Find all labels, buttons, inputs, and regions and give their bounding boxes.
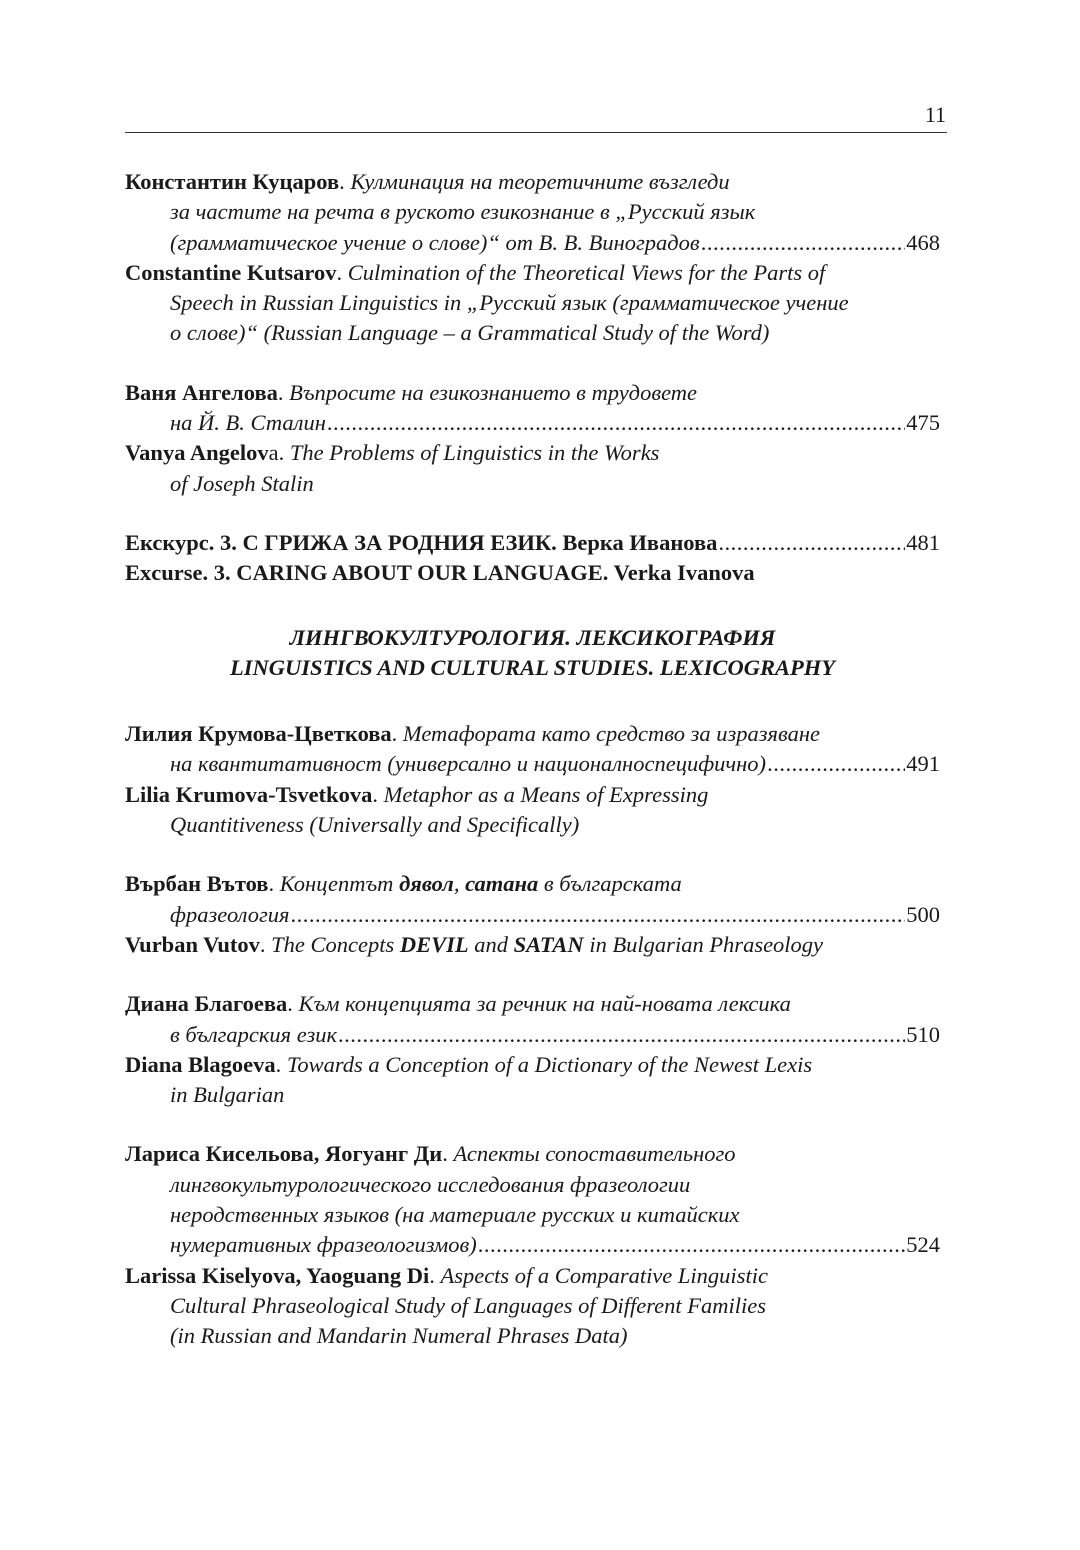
article-title: Metaphor as a Means of Expressing — [383, 781, 709, 807]
page-ref: 510 — [906, 1021, 940, 1047]
entry-line — [125, 197, 940, 227]
article-title: (грамматическое учение о слове)“ от В. В. Виноградов — [170, 229, 700, 255]
author-name: Върбан Вътов — [125, 871, 269, 897]
entry-line: Lilia Krumova-Tsvetkova. Metaphor as a Means of Expressing — [125, 781, 709, 807]
author-name: Diana Blagoeva — [125, 1051, 276, 1077]
entry-line: Ваня Ангелова. Въпросите на езикознанието в трудовете — [125, 379, 698, 405]
page-number: 11 — [924, 102, 946, 127]
concept-term: DEVIL — [399, 931, 469, 957]
section-title-en: LINGUISTICS AND CULTURAL STUDIES. LEXICOGRAPHY — [230, 654, 835, 680]
dot-leader — [327, 408, 905, 438]
toc-entry-angelova[interactable] — [125, 378, 940, 499]
article-title: Speech in Russian Linguistics in „Русский язык (грамматическое учение — [170, 290, 849, 316]
dot-leader — [701, 228, 906, 258]
entry-line: Vanya Angelova. The Problems of Linguistics in the Works — [125, 440, 660, 466]
concept-term: SATAN — [513, 931, 584, 957]
author-name: Диана Благоева — [125, 991, 288, 1017]
entry-line — [125, 1291, 940, 1321]
entry-line: Върбан Вътов. Концептът дявол, сатана в българската — [125, 871, 682, 897]
entry-line: Diana Blagoeva. Towards a Conception of a Dictionary of the Newest Lexis — [125, 1051, 813, 1077]
entry-line: Vurban Vutov. The Concepts DEVIL and SATAN in Bulgarian Phraseology — [125, 931, 824, 957]
article-title: in Bulgarian Phraseology — [589, 931, 824, 957]
article-title: лингвокультурологического исследования фразеологии — [170, 1171, 691, 1197]
entry-line — [125, 1321, 940, 1351]
dot-leader — [290, 900, 905, 930]
article-title: and — [474, 931, 509, 957]
entry-line — [125, 1080, 940, 1110]
entry-leader-line — [125, 1020, 940, 1050]
article-title: в българската — [543, 871, 682, 897]
entry-line — [125, 810, 940, 840]
author-name: Лилия Крумова-Цветкова — [125, 721, 392, 747]
page-ref: 475 — [906, 410, 940, 436]
article-title: о слове)“ (Russian Language – a Grammatical Study of the Word) — [170, 320, 770, 346]
page-ref: 491 — [906, 751, 940, 777]
entry-leader-line — [125, 900, 940, 930]
author-name: Лариса Кисельова, Яогуанг Ди — [125, 1141, 443, 1167]
section-title-bg: ЛИНГВОКУЛТУРОЛОГИЯ. ЛЕКСИКОГРАФИЯ — [289, 624, 776, 650]
article-title: Cultural Phraseological Study of Languages of Different Families — [170, 1292, 767, 1318]
article-title: неродственных языков (на материале русских и китайских — [170, 1202, 740, 1228]
toc-entry-kutsarov[interactable] — [125, 167, 940, 349]
entry-line — [125, 1170, 940, 1200]
table-of-contents — [125, 167, 940, 1352]
article-title: Culmination of the Theoretical Views for the Parts of — [347, 259, 826, 285]
article-title: нумеративных фразеологизмов) — [170, 1232, 477, 1258]
author-name: Larissa Kiselyova, Yaoguang Di — [125, 1262, 430, 1288]
dot-leader — [718, 528, 905, 558]
toc-entry-excurse[interactable] — [125, 528, 940, 589]
entry-leader-line — [125, 1230, 940, 1260]
article-title: Концептът — [279, 871, 394, 897]
author-name: Constantine Kutsarov — [125, 259, 337, 285]
section-heading — [125, 623, 940, 684]
author-name: Константин Куцаров — [125, 169, 340, 194]
article-title: на Й. В. Сталин — [170, 410, 326, 436]
article-title: of Joseph Stalin — [170, 470, 314, 496]
article-title: Въпросите на езикознанието в трудовете — [289, 379, 698, 405]
entry-line — [125, 1200, 940, 1230]
entry-line — [125, 288, 940, 318]
page-ref: 468 — [906, 229, 940, 255]
header-rule — [125, 132, 947, 133]
concept-term: дявол — [399, 871, 454, 897]
entry-line — [125, 469, 940, 499]
entry-leader-line — [125, 749, 940, 779]
excurse-title: Екскурс. 3. С ГРИЖА ЗА РОДНИЯ ЕЗИК. Верка Иванова — [125, 529, 718, 555]
entry-leader-line — [125, 528, 940, 558]
article-title: в българския език — [170, 1021, 338, 1047]
entry-line: Диана Благоева. Към концепцията за речник на най-новата лексика — [125, 991, 791, 1017]
toc-entry-vutov[interactable] — [125, 869, 940, 960]
entry-line: Константин Куцаров. Кулминация на теоретичните възгледи — [125, 169, 730, 194]
article-title: на квантитативност (универсално и националноспецифично) — [170, 751, 767, 777]
toc-entry-blagoeva[interactable] — [125, 989, 940, 1110]
author-name: Vanya Angelov — [125, 440, 269, 466]
dot-leader — [767, 749, 905, 779]
toc-entry-kiselyova[interactable] — [125, 1139, 940, 1351]
author-name: Vurban Vutov — [125, 931, 260, 957]
entry-line — [125, 318, 940, 348]
author-name: Ваня Ангелова — [125, 379, 278, 405]
page-ref: 524 — [906, 1232, 940, 1258]
article-title: Аспекты сопоставительного — [453, 1141, 736, 1167]
article-title: in Bulgarian — [170, 1082, 285, 1108]
article-title: The Concepts — [271, 931, 395, 957]
entry-line: Constantine Kutsarov. Culmination of the Theoretical Views for the Parts of — [125, 259, 826, 285]
concept-term: сатана — [465, 871, 539, 897]
article-title: (in Russian and Mandarin Numeral Phrases Data) — [170, 1323, 628, 1349]
entry-line: Larissa Kiselyova, Yaoguang Di. Aspects of a Comparative Linguistic — [125, 1262, 768, 1288]
page-ref: 481 — [906, 529, 940, 555]
article-title: фразеология — [170, 901, 290, 927]
toc-entry-krumova[interactable] — [125, 719, 940, 840]
entry-line: Лилия Крумова-Цветкова. Метафората като средство за изразяване — [125, 721, 821, 747]
excurse-title: Excurse. 3. CARING ABOUT OUR LANGUAGE. Verka Ivanova — [125, 560, 755, 586]
dot-leader — [338, 1020, 905, 1050]
article-title: The Problems of Linguistics in the Works — [289, 440, 660, 466]
page-ref: 500 — [906, 901, 940, 927]
article-title: Метафората като средство за изразяване — [402, 721, 821, 747]
dot-leader — [478, 1230, 905, 1260]
article-title: Quantitiveness (Universally and Specifically) — [170, 812, 580, 838]
article-title: Towards a Conception of a Dictionary of the Newest Lexis — [286, 1051, 813, 1077]
article-title: Aspects of a Comparative Linguistic — [440, 1262, 768, 1288]
article-title: Кулминация на теоретичните възгледи — [350, 169, 730, 194]
article-title: за частите на речта в руското езикознание в „Русский язык — [170, 199, 756, 225]
author-name: Lilia Krumova-Tsvetkova — [125, 781, 373, 807]
entry-line: Лариса Кисельова, Яогуанг Ди. Аспекты сопоставительного — [125, 1141, 736, 1167]
article-title: Към концепцията за речник на най-новата лексика — [298, 991, 791, 1017]
entry-leader-line — [125, 408, 940, 438]
entry-leader-line — [125, 228, 940, 258]
entry-line — [125, 558, 940, 588]
author-name-tail: a — [268, 440, 279, 466]
